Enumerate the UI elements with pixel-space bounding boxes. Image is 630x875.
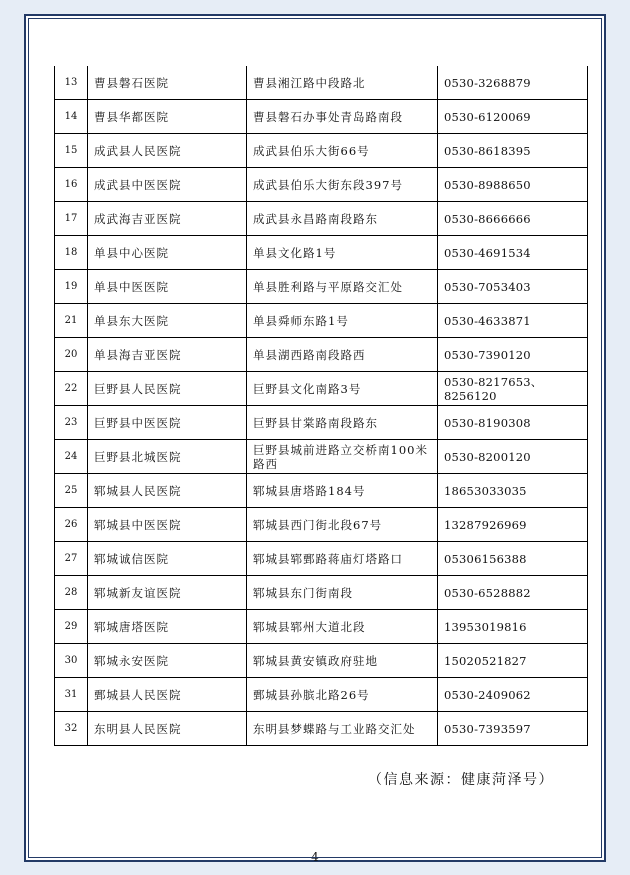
table-row — [55, 372, 588, 406]
table-row — [55, 100, 588, 134]
hospital-phone: 0530-6120069 — [438, 100, 588, 134]
row-number: 13 — [55, 66, 88, 100]
page-frame — [24, 14, 606, 862]
hospital-phone: 0530-8988650 — [438, 168, 588, 202]
hospital-phone: 0530-4691534 — [438, 236, 588, 270]
hospital-table — [54, 66, 588, 746]
hospital-name: 郓城唐塔医院 — [88, 610, 247, 644]
hospital-phone: 0530-6528882 — [438, 576, 588, 610]
hospital-phone: 15020521827 — [438, 644, 588, 678]
row-number: 19 — [55, 270, 88, 304]
table-row — [55, 474, 588, 508]
table-row — [55, 508, 588, 542]
row-number: 21 — [55, 304, 88, 338]
hospital-phone: 0530-8190308 — [438, 406, 588, 440]
hospital-address: 郓城县郓州大道北段 — [247, 610, 438, 644]
hospital-phone: 05306156388 — [438, 542, 588, 576]
row-number: 27 — [55, 542, 88, 576]
hospital-address: 成武县永昌路南段路东 — [247, 202, 438, 236]
hospital-address: 东明县梦蝶路与工业路交汇处 — [247, 712, 438, 746]
row-number: 31 — [55, 678, 88, 712]
hospital-phone: 0530-8217653、8256120 — [438, 372, 588, 406]
table-row — [55, 304, 588, 338]
row-number: 32 — [55, 712, 88, 746]
table-row — [55, 542, 588, 576]
hospital-name: 巨野县人民医院 — [88, 372, 247, 406]
hospital-name: 鄄城县人民医院 — [88, 678, 247, 712]
hospital-address: 单县湖西路南段路西 — [247, 338, 438, 372]
row-number: 22 — [55, 372, 88, 406]
row-number: 23 — [55, 406, 88, 440]
hospital-name: 成武县中医医院 — [88, 168, 247, 202]
row-number: 25 — [55, 474, 88, 508]
hospital-address: 单县舜师东路1号 — [247, 304, 438, 338]
row-number: 24 — [55, 440, 88, 474]
hospital-name: 东明县人民医院 — [88, 712, 247, 746]
hospital-phone: 0530-2409062 — [438, 678, 588, 712]
table-row — [55, 712, 588, 746]
hospital-phone: 0530-8618395 — [438, 134, 588, 168]
hospital-address: 成武县伯乐大街66号 — [247, 134, 438, 168]
hospital-name: 郓城新友谊医院 — [88, 576, 247, 610]
hospital-name: 单县中心医院 — [88, 236, 247, 270]
hospital-address: 巨野县城前进路立交桥南100米路西 — [247, 440, 438, 474]
table-row — [55, 66, 588, 100]
hospital-table-wrap — [54, 66, 588, 746]
hospital-address: 郓城县唐塔路184号 — [247, 474, 438, 508]
table-row — [55, 440, 588, 474]
row-number: 15 — [55, 134, 88, 168]
hospital-address: 单县文化路1号 — [247, 236, 438, 270]
hospital-name: 曹县华都医院 — [88, 100, 247, 134]
hospital-address: 巨野县文化南路3号 — [247, 372, 438, 406]
table-row — [55, 202, 588, 236]
hospital-address: 巨野县甘棠路南段路东 — [247, 406, 438, 440]
hospital-address: 郓城县西门街北段67号 — [247, 508, 438, 542]
row-number: 30 — [55, 644, 88, 678]
hospital-address: 郓城县东门街南段 — [247, 576, 438, 610]
hospital-phone: 0530-4633871 — [438, 304, 588, 338]
hospital-name: 巨野县中医医院 — [88, 406, 247, 440]
source-note: （信息来源：健康菏泽号） — [368, 772, 554, 788]
page-number: - 4 - — [303, 850, 327, 864]
hospital-phone: 0530-8200120 — [438, 440, 588, 474]
row-number: 28 — [55, 576, 88, 610]
row-number: 16 — [55, 168, 88, 202]
hospital-address: 郓城县郓鄄路蒋庙灯塔路口 — [247, 542, 438, 576]
row-number: 20 — [55, 338, 88, 372]
hospital-phone: 0530-7393597 — [438, 712, 588, 746]
hospital-phone: 0530-7053403 — [438, 270, 588, 304]
hospital-phone: 0530-3268879 — [438, 66, 588, 100]
hospital-name: 单县中医医院 — [88, 270, 247, 304]
hospital-address: 鄄城县孙膑北路26号 — [247, 678, 438, 712]
hospital-name: 曹县磐石医院 — [88, 66, 247, 100]
hospital-phone: 18653033035 — [438, 474, 588, 508]
hospital-name: 单县海吉亚医院 — [88, 338, 247, 372]
table-row — [55, 576, 588, 610]
hospital-name: 单县东大医院 — [88, 304, 247, 338]
table-row — [55, 678, 588, 712]
hospital-phone: 13287926969 — [438, 508, 588, 542]
row-number: 14 — [55, 100, 88, 134]
table-row — [55, 644, 588, 678]
hospital-name: 郓城县中医医院 — [88, 508, 247, 542]
hospital-address: 郓城县黄安镇政府驻地 — [247, 644, 438, 678]
table-row — [55, 236, 588, 270]
table-row — [55, 338, 588, 372]
hospital-phone: 0530-8666666 — [438, 202, 588, 236]
hospital-name: 郓城诚信医院 — [88, 542, 247, 576]
row-number: 18 — [55, 236, 88, 270]
table-row — [55, 134, 588, 168]
row-number: 17 — [55, 202, 88, 236]
hospital-phone: 0530-7390120 — [438, 338, 588, 372]
table-row — [55, 270, 588, 304]
hospital-table-body — [55, 66, 588, 746]
hospital-name: 成武海吉亚医院 — [88, 202, 247, 236]
table-row — [55, 406, 588, 440]
hospital-phone: 13953019816 — [438, 610, 588, 644]
table-row — [55, 168, 588, 202]
hospital-address: 曹县磐石办事处青岛路南段 — [247, 100, 438, 134]
hospital-address: 成武县伯乐大街东段397号 — [247, 168, 438, 202]
row-number: 26 — [55, 508, 88, 542]
hospital-name: 郓城永安医院 — [88, 644, 247, 678]
hospital-address: 单县胜利路与平原路交汇处 — [247, 270, 438, 304]
hospital-name: 成武县人民医院 — [88, 134, 247, 168]
hospital-name: 郓城县人民医院 — [88, 474, 247, 508]
hospital-name: 巨野县北城医院 — [88, 440, 247, 474]
row-number: 29 — [55, 610, 88, 644]
hospital-address: 曹县湘江路中段路北 — [247, 66, 438, 100]
table-row — [55, 610, 588, 644]
